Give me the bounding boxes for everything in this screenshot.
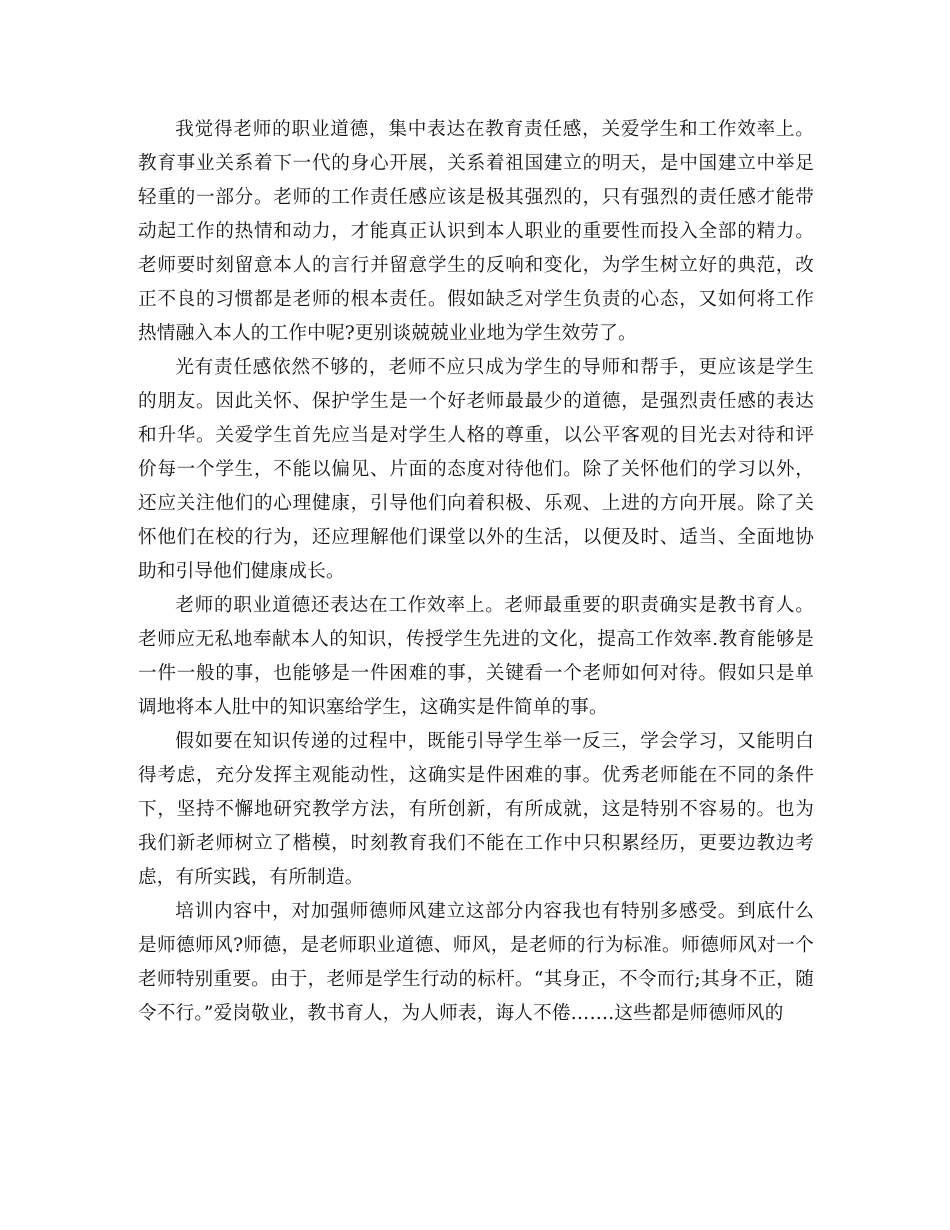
document-body xyxy=(138,113,814,1031)
paragraph-5: 培训内容中，对加强师德师风建立这部分内容我也有特别多感受。到底什么是师德师风?师德，是老师职业道德、师风，是老师的行为标准。师德师风对一个老师特别重要。由于，老师是学生行动的标杆。“其身正，不令而行;其身不正，随令不行。”爱岗敬业，教书育人，为人师表，诲人不倦…….这些都是师德师风的 xyxy=(138,901,814,1024)
paragraph-2: 光有责任感依然不够的，老师不应只成为学生的导师和帮手，更应该是学生的朋友。因此关怀、保护学生是一个好老师最最少的道德，是强烈责任感的表达和升华。关爱学生首先应当是对学生人格的尊重，以公平客观的目光去对待和评价每一个学生，不能以偏见、片面的态度对待他们。除了关怀他们的学习以外，还应关注他们的心理健康，引导他们向着积极、乐观、上进的方向开展。除了关怀他们在校的行为，还应理解他们课堂以外的生活，以便及时、适当、全面地协助和引导他们健康成长。 xyxy=(138,357,814,582)
paragraph-1: 我觉得老师的职业道德，集中表达在教育责任感，关爱学生和工作效率上。教育事业关系着下一代的身心开展，关系着祖国建立的明天，是中国建立中举足轻重的一部分。老师的工作责任感应该是极其强烈的，只有强烈的责任感才能带动起工作的热情和动力，才能真正认识到本人职业的重要性而投入全部的精力。老师要时刻留意本人的言行并留意学生的反响和变化，为学生树立好的典范，改正不良的习惯都是老师的根本责任。假如缺乏对学生负责的心态，又如何将工作热情融入本人的工作中呢?更别谈兢兢业业地为学生效劳了。 xyxy=(138,119,814,344)
paragraph-4: 假如要在知识传递的过程中，既能引导学生举一反三，学会学习，又能明白得考虑，充分发挥主观能动性，这确实是件困难的事。优秀老师能在不同的条件下，坚持不懈地研究教学方法，有所创新，有所成就，这是特别不容易的。也为我们新老师树立了楷模，时刻教育我们不能在工作中只积累经历，更要边教边考虑，有所实践，有所制造。 xyxy=(138,731,814,888)
paragraph-3: 老师的职业道德还表达在工作效率上。老师最重要的职责确实是教书育人。老师应无私地奉献本人的知识，传授学生先进的文化，提高工作效率.教育能够是一件一般的事，也能够是一件困难的事，关键看一个老师如何对待。假如只是单调地将本人肚中的知识塞给学生，这确实是件简单的事。 xyxy=(138,595,814,718)
